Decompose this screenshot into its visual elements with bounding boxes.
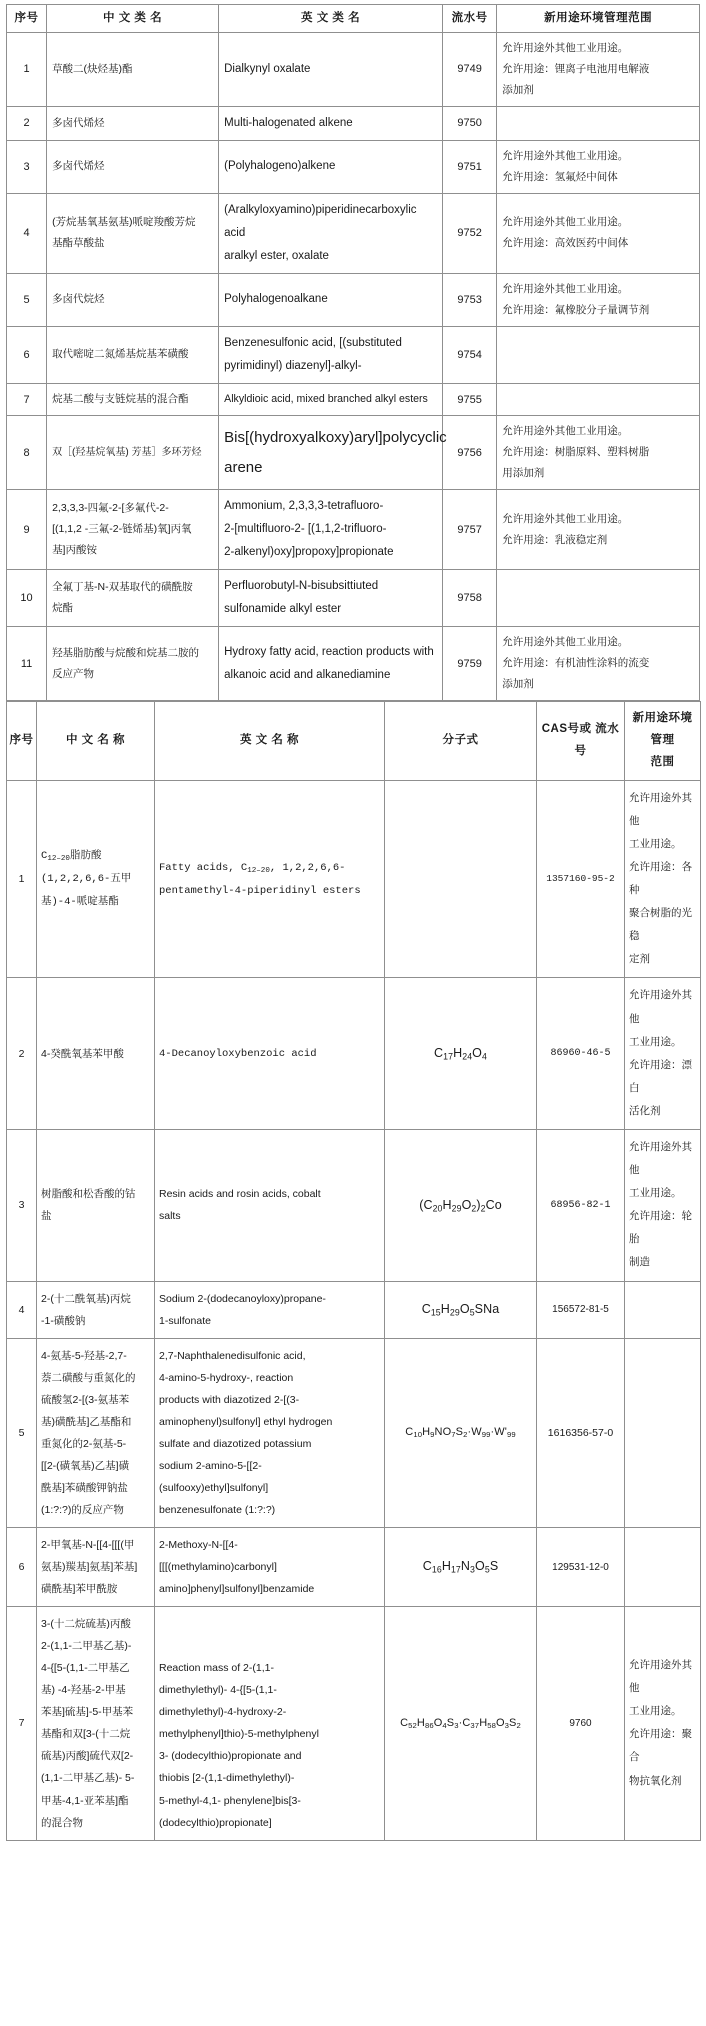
table2-header-row	[7, 702, 701, 781]
table-row	[7, 1281, 701, 1338]
text-line: sulfonamide alkyl ester	[224, 603, 342, 616]
molecular-formula: $C_{15}H_{29}O_5SNa$	[421, 1301, 500, 1318]
row-cas: 1616356-57-0	[537, 1338, 625, 1527]
row-scope	[497, 193, 700, 273]
row-serial: 9754	[443, 326, 497, 383]
row-formula	[385, 1528, 537, 1607]
row-cas: 86960-46-5	[537, 978, 625, 1130]
text-line: 2,7-Naphthalenedisulfonic acid,	[159, 1349, 306, 1362]
row-cn-class	[47, 193, 219, 273]
text-line: (1:?:?)的反应产物	[41, 1503, 124, 1516]
row-en-class	[219, 627, 443, 701]
text-line: 新用途环境管理	[632, 712, 693, 746]
text-line: 活化剂	[629, 1104, 661, 1117]
text-line: 定剂	[629, 953, 650, 966]
text-line: (1,1-二甲基乙基)- 5-	[41, 1772, 135, 1785]
table-row	[7, 193, 700, 273]
row-no: 1	[7, 780, 37, 978]
text-line: 2-Methoxy-N-[[4-	[159, 1539, 238, 1551]
text-line: alkanoic acid and alkanediamine	[224, 668, 391, 681]
row-no: 5	[7, 1338, 37, 1527]
text-line: 工业用途。	[629, 1035, 682, 1048]
text-line: methylphenyl]thio)-5-methylphenyl	[159, 1728, 319, 1741]
text-line: 允许用途：漂白	[629, 1058, 692, 1094]
text-line: [(1,1,2 -三氟-2-链烯基)氧]丙氧	[52, 523, 192, 536]
row-en-class	[219, 490, 443, 570]
text-line: 双［(羟基烷氧基) 芳基］多环芳烃	[52, 446, 202, 458]
text-line: 4-Decanoyloxybenzoic acid	[159, 1047, 317, 1060]
row-cas: 129531-12-0	[537, 1528, 625, 1607]
row-en-class	[219, 383, 443, 415]
row-no: 4	[7, 193, 47, 273]
text-line: Reaction mass of 2-(1,1-	[159, 1662, 274, 1675]
text-line: 盐	[41, 1210, 52, 1223]
col-header-formula: 分子式	[385, 702, 537, 781]
row-cn-name	[37, 978, 155, 1130]
text-line: Dialkynyl oxalate	[224, 62, 311, 75]
row-scope	[625, 1607, 701, 1840]
row-scope	[625, 1129, 701, 1281]
row-serial: 9755	[443, 383, 497, 415]
text-line: 全氟丁基-N-双基取代的磺酰胺	[52, 581, 193, 594]
table-row	[7, 1129, 701, 1281]
row-no: 2	[7, 106, 47, 140]
text-line: 允许用途：有机油性涂料的流变	[502, 657, 650, 670]
row-no: 6	[7, 326, 47, 383]
row-cn-class	[47, 106, 219, 140]
text-line: 4-amino-5-hydroxy-, reaction	[159, 1371, 294, 1384]
row-scope	[497, 490, 700, 570]
text-line: 流水号	[574, 723, 620, 757]
text-line: 基)-4-哌啶基酯	[41, 895, 119, 908]
row-en-name	[155, 1607, 385, 1840]
table-row	[7, 106, 700, 140]
row-cn-name	[37, 1338, 155, 1527]
table-row	[7, 416, 700, 490]
text-line: Perfluorobutyl-N-bisubsittiuted	[224, 580, 379, 593]
row-formula	[385, 1607, 537, 1840]
row-serial: 9757	[443, 490, 497, 570]
text-line: 3-(十二烷硫基)丙酸	[41, 1618, 131, 1631]
text-line: 允许用途外其他工业用途。	[502, 512, 629, 525]
text-line: 3- (dodecylthio)propionate and	[159, 1750, 302, 1763]
text-line: Ammonium, 2,3,3,3-tetrafluoro-	[224, 500, 384, 513]
row-serial: 9751	[443, 140, 497, 193]
col-header-en-name: 英 文 名 称	[155, 702, 385, 781]
row-en-name	[155, 1338, 385, 1527]
row-cn-class	[47, 383, 219, 415]
text-line: 工业用途。	[629, 837, 682, 850]
text-line: 基) -4-羟基-2-甲基	[41, 1684, 126, 1697]
row-en-name	[155, 1129, 385, 1281]
text-line: 允许用途外其他工业用途。	[502, 636, 629, 649]
text-line: products with diazotized 2-[(3-	[159, 1393, 300, 1406]
molecular-formula: $(C_{20}H_{29}O_2)_2Co$	[419, 1197, 502, 1213]
text-line: 多卤代烷烃	[52, 293, 105, 306]
row-en-class	[219, 416, 447, 490]
col-header-no: 序号	[7, 5, 47, 33]
row-scope	[625, 780, 701, 978]
row-serial: 9753	[443, 273, 497, 326]
row-scope	[497, 106, 700, 140]
row-en-name	[155, 780, 385, 978]
text-line: dimethylethyl)- 4-{[5-(1,1-	[159, 1684, 277, 1697]
text-line: Benzenesulfonic acid, [(substituted	[224, 336, 402, 349]
molecular-formula: $C_{16}H_{17}N_3O_5S$	[422, 1559, 499, 1575]
text-line: 5-methyl-4,1- phenylene]bis[3-	[159, 1794, 301, 1807]
text-line: [[[(methylamino)carbonyl]	[159, 1561, 277, 1574]
row-serial: 9750	[443, 106, 497, 140]
text-line: 2,3,3,3-四氟-2-[多氟代-2-	[52, 502, 169, 515]
row-en-class	[219, 273, 443, 326]
table-row	[7, 1338, 701, 1527]
col-header-cn-class: 中 文 类 名	[47, 5, 219, 33]
text-line: 基酯和双[3-(十二烷	[41, 1728, 131, 1741]
text-line: 甲基-4,1-亚苯基]酯	[41, 1794, 129, 1807]
text-line: 聚合树脂的光稳	[629, 907, 692, 943]
text-line: Polyhalogenoalkane	[224, 293, 328, 306]
text-line: pyrimidinyl) diazenyl]-alkyl-	[224, 359, 362, 372]
row-cn-class	[47, 32, 219, 106]
row-scope	[625, 978, 701, 1130]
row-no: 1	[7, 32, 47, 106]
text-line: 允许用途：轮胎	[629, 1210, 692, 1246]
text-line: 酰基]苯磺酸钾钠盐	[41, 1481, 128, 1494]
text-line: 烷酯	[52, 602, 74, 615]
text-line: 2-alkenyl)oxy]propoxy]propionate	[224, 546, 394, 559]
row-cn-name	[37, 1528, 155, 1607]
text-line: 2-[multifluoro-2- [(1,1,2-trifluoro-	[224, 523, 387, 536]
text-line: 取代嘧啶二氮烯基烷基苯磺酸	[52, 348, 189, 361]
row-scope	[625, 1281, 701, 1338]
text-line: 允许用途：各种	[629, 860, 692, 897]
row-formula	[385, 978, 537, 1130]
row-scope	[497, 627, 700, 701]
text-line: 允许用途外其他工业用途。	[502, 282, 629, 295]
text-line: 烷基二酸与支链烷基的混合酯	[52, 393, 189, 406]
row-serial: 9759	[443, 627, 497, 701]
text-line: sulfate and diazotized potassium	[159, 1437, 312, 1450]
text-line: 2-(十二酰氧基)丙烷	[41, 1292, 131, 1305]
row-formula	[385, 780, 537, 978]
row-no: 9	[7, 490, 47, 570]
text-line: aminophenyl)sulfonyl] ethyl hydrogen	[159, 1415, 333, 1428]
text-line: 制造	[629, 1256, 650, 1269]
chemical-substance-table	[6, 701, 701, 1840]
text-line: Fatty acids, $C_{12-20}$, 1,2,2,6,6-	[159, 861, 346, 875]
table-row	[7, 326, 700, 383]
text-line: $C_{12-20}$脂肪酸	[41, 850, 102, 864]
row-serial: 9749	[443, 32, 497, 106]
col-header-serial: 流水号	[443, 5, 497, 33]
row-en-class	[219, 193, 443, 273]
row-cn-name	[37, 1281, 155, 1338]
text-line: Sodium 2-(dodecanoyloxy)propane-	[159, 1292, 326, 1305]
text-line: 重氮化的2-氨基-5-	[41, 1437, 127, 1450]
table-row	[7, 780, 701, 978]
text-line: 允许用途外其他	[629, 1140, 692, 1177]
row-no: 2	[7, 978, 37, 1130]
row-no: 8	[7, 416, 47, 490]
text-line: dimethylethyl)-4-hydroxy-2-	[159, 1706, 287, 1719]
table-row	[7, 490, 700, 570]
table-row	[7, 140, 700, 193]
row-cn-class	[47, 140, 219, 193]
row-cn-class	[47, 627, 219, 701]
text-line: 萘二磺酸与重氮化的	[41, 1371, 136, 1384]
col-header-scope	[625, 702, 701, 781]
row-en-name	[155, 978, 385, 1130]
table-row	[7, 1607, 701, 1840]
row-cn-class	[47, 416, 219, 490]
text-line: benzenesulfonate (1:?:?)	[159, 1503, 276, 1516]
text-line: 1-sulfonate	[159, 1314, 211, 1327]
text-line: Resin acids and rosin acids, cobalt	[159, 1188, 321, 1201]
text-line: 硫酸氢2-[(3-氨基苯	[41, 1393, 130, 1406]
text-line: 允许用途：氢氟烃中间体	[502, 170, 618, 183]
row-cn-class	[47, 570, 219, 627]
text-line: (芳烷基氧基氨基)哌啶羧酸芳烷	[52, 216, 196, 229]
text-line: 羟基脂肪酸与烷酸和烷基二胺的	[52, 646, 200, 659]
text-line: amino]phenyl]sulfonyl]benzamide	[159, 1583, 315, 1596]
row-scope	[497, 570, 700, 627]
text-line: 允许用途外其他工业用途。	[502, 149, 629, 162]
molecular-formula: $C_{10}H_9NO_7S_2\cdot W_{99}\cdot W'_{99}$	[405, 1426, 516, 1440]
text-line: (Aralkyloxyamino)piperidinecarboxylic acid	[224, 203, 417, 239]
row-cn-name	[37, 780, 155, 978]
text-line: 允许用途：氟橡胶分子量调节剂	[502, 303, 650, 316]
text-line: Alkyldioic acid, mixed branched alkyl esters	[224, 392, 428, 405]
row-scope	[497, 32, 700, 106]
chemical-class-table	[6, 4, 700, 701]
molecular-formula: $C_{17}H_{24}O_4$	[434, 1045, 487, 1062]
table-row	[7, 32, 700, 106]
text-line: (Polyhalogeno)alkene	[224, 160, 336, 173]
row-no: 7	[7, 1607, 37, 1840]
text-line: salts	[159, 1210, 181, 1223]
row-formula	[385, 1338, 537, 1527]
row-no: 5	[7, 273, 47, 326]
text-line: Bis[(hydroxyalkoxy)aryl]polycyclic arene	[224, 428, 447, 476]
text-line: 基酯草酸盐	[52, 237, 105, 250]
text-line: 允许用途外其他工业用途。	[502, 41, 629, 54]
table-row	[7, 570, 700, 627]
text-line: 允许用途：锂离子电池用电解液	[502, 62, 650, 75]
text-line: 工业用途。	[629, 1187, 682, 1200]
text-line: 多卤代烯烃	[52, 116, 105, 129]
text-line: 苯基]硫基]-5-甲基苯	[41, 1706, 134, 1719]
row-cas: 9760	[537, 1607, 625, 1840]
text-line: 反应产物	[52, 667, 95, 680]
text-line: 2-(1,1-二甲基乙基)-	[41, 1640, 132, 1653]
row-en-class	[219, 32, 443, 106]
table-row	[7, 978, 701, 1130]
text-line: 允许用途外其他	[629, 791, 692, 827]
table-row	[7, 383, 700, 415]
row-no: 11	[7, 627, 47, 701]
text-line: 4-{[5-(1,1-二甲基乙	[41, 1662, 130, 1675]
text-line: 物抗氧化剂	[629, 1774, 682, 1787]
text-line: 氨基)羰基]氨基]苯基]	[41, 1561, 138, 1574]
row-cn-name	[37, 1607, 155, 1840]
col-header-cn-name: 中 文 名 称	[37, 702, 155, 781]
text-line: -1-磺酸钠	[41, 1314, 86, 1327]
text-line: 允许用途：乳液稳定剂	[502, 533, 608, 546]
text-line: 工业用途。	[629, 1705, 682, 1718]
text-line: 4-癸酰氧基苯甲酸	[41, 1047, 124, 1060]
row-en-class	[219, 140, 443, 193]
text-line: 允许用途外其他	[629, 1659, 692, 1695]
row-scope	[625, 1338, 701, 1527]
text-line: 用添加剂	[502, 467, 545, 480]
text-line: Multi-halogenated alkene	[224, 116, 353, 129]
row-no: 10	[7, 570, 47, 627]
row-scope	[625, 1528, 701, 1607]
text-line: pentamethyl-4-piperidinyl esters	[159, 884, 361, 897]
row-en-class	[219, 106, 443, 140]
text-line: sodium 2-amino-5-[[2-	[159, 1459, 262, 1472]
row-cn-class	[47, 490, 219, 570]
row-no: 3	[7, 1129, 37, 1281]
text-line: 草酸二(炔烃基)酯	[52, 62, 133, 75]
text-line: 的混合物	[41, 1816, 83, 1829]
row-no: 6	[7, 1528, 37, 1607]
row-scope	[497, 273, 700, 326]
text-line: Hydroxy fatty acid, reaction products with	[224, 645, 434, 658]
text-line: 4-氨基-5-羟基-2,7-	[41, 1349, 127, 1362]
row-serial: 9752	[443, 193, 497, 273]
col-header-cas	[537, 702, 625, 781]
text-line: 范围	[650, 755, 675, 768]
text-line: 允许用途外其他工业用途。	[502, 425, 629, 438]
row-serial: 9758	[443, 570, 497, 627]
text-line: 树脂酸和松香酸的钴	[41, 1188, 136, 1201]
text-line: 基)磺酰基]乙基酯和	[41, 1415, 132, 1428]
text-line: 允许用途外其他	[629, 989, 692, 1025]
row-cas: 68956-82-1	[537, 1129, 625, 1281]
text-line: 允许用途外其他工业用途。	[502, 216, 629, 229]
row-scope	[497, 140, 700, 193]
table-row	[7, 627, 700, 701]
row-en-class	[219, 570, 443, 627]
text-line: (sulfooxy)ethyl]sulfonyl]	[159, 1481, 269, 1494]
row-no: 4	[7, 1281, 37, 1338]
row-serial: 9756	[443, 416, 497, 490]
col-header-scope: 新用途环境管理范围	[497, 5, 700, 33]
row-cn-class	[47, 273, 219, 326]
text-line: CAS号或	[541, 723, 592, 736]
text-line: 2-甲氧基-N-[[4-[[[(甲	[41, 1539, 135, 1551]
row-scope	[497, 383, 700, 415]
text-line: aralkyl ester, oxalate	[224, 249, 329, 262]
row-cn-class	[47, 326, 219, 383]
col-header-en-class: 英 文 类 名	[219, 5, 443, 33]
row-en-class	[219, 326, 443, 383]
text-line: 允许用途：高效医药中间体	[502, 237, 629, 250]
row-scope	[497, 416, 700, 490]
table-row	[7, 273, 700, 326]
row-en-name	[155, 1281, 385, 1338]
text-line: 基]丙酸铵	[52, 544, 97, 557]
text-line: (dodecylthio)propionate]	[159, 1816, 272, 1829]
row-formula	[385, 1281, 537, 1338]
table1-header-row	[7, 5, 700, 33]
text-line: 多卤代烯烃	[52, 160, 105, 173]
col-header-no: 序号	[7, 702, 37, 781]
text-line: (1,2,2,6,6-五甲	[41, 873, 132, 886]
text-line: [[2-(磺氧基)乙基]磺	[41, 1459, 130, 1472]
text-line: 允许用途：聚合	[629, 1728, 692, 1764]
text-line: 添加剂	[502, 678, 534, 691]
row-cas: 156572-81-5	[537, 1281, 625, 1338]
text-line: 硫基)丙酸]硫代双[2-	[41, 1750, 134, 1763]
text-line: 添加剂	[502, 83, 534, 96]
table-row	[7, 1528, 701, 1607]
row-scope	[497, 326, 700, 383]
text-line: thiobis [2-(1,1-dimethylethyl)-	[159, 1772, 295, 1785]
row-cas: 1357160-95-2	[537, 780, 625, 978]
row-en-name	[155, 1528, 385, 1607]
row-no: 3	[7, 140, 47, 193]
row-no: 7	[7, 383, 47, 415]
row-formula	[385, 1129, 537, 1281]
text-line: 磺酰基]苯甲酰胺	[41, 1583, 118, 1596]
row-cn-name	[37, 1129, 155, 1281]
text-line: 允许用途：树脂原料、塑料树脂	[502, 446, 650, 459]
molecular-formula: $C_{52}H_{86}O_4S_3\cdot C_{37}H_{58}O_3S_2$	[400, 1716, 521, 1730]
